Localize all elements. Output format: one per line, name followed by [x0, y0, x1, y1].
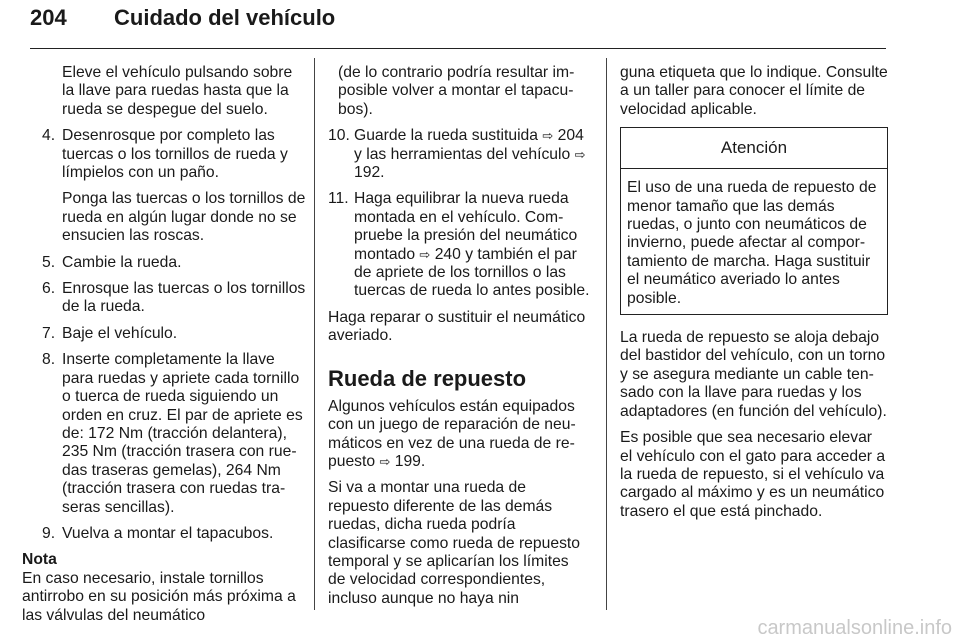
page-ref-icon: ⇨: [542, 128, 554, 144]
column-divider-2: [606, 58, 607, 610]
warning-box: [620, 127, 888, 315]
step-text: Guarde la rueda sustituida: [354, 127, 539, 145]
page-ref-icon: ⇨: [574, 146, 586, 162]
step-3-continued: Eleve el vehículo pulsando sobre la llave para ruedas hasta que la rueda se despegue del suelo.: [62, 64, 293, 118]
spare-paragraph-1: [328, 398, 590, 472]
warning-text: El uso de una rueda de repuesto de menor tamaño que las demás ruedas, o junto con neumáticos de invierno, puede afectar al comportamiento de marcha. Haga sustituir el neumático averiado lo antes posible.: [627, 179, 877, 307]
note-text: En caso necesario, instale tornillos antirrobo en su posición más próxima a las válvulas del neumático: [22, 569, 296, 624]
spare-paragraph-2-continued: guna etiqueta que lo indique. Consulte a un taller para conocer el límite de velocidad aplicable.: [620, 64, 888, 118]
step-11: [328, 190, 590, 300]
step-6: [42, 280, 306, 317]
step-number: 8.: [42, 351, 56, 369]
column-right: [620, 64, 888, 529]
column-divider-1: [314, 58, 315, 610]
page-number: 204: [30, 5, 67, 30]
step-7: [42, 325, 306, 343]
jack-paragraph: Es posible que sea necesario elevar el vehículo con el gato para acceder a la rueda de repuesto, si el vehículo va cargado al máximo y es un neumático trasero el que está pinchado.: [620, 429, 886, 520]
page-ref-icon: ⇨: [419, 246, 431, 262]
repair-paragraph: Haga reparar o sustituir el neumático averiado.: [328, 308, 586, 345]
step-4: [42, 127, 306, 182]
step-number: 6.: [42, 280, 56, 298]
step-text: Haga equilibrar la nueva rueda montada en el vehículo. Compruebe la presión del neumático montado: [354, 190, 578, 263]
page-ref-link[interactable]: 199.: [394, 452, 426, 470]
watermark: carmanualsonline.info: [757, 617, 952, 639]
section-heading: Rueda de repuesto: [328, 365, 527, 391]
step-8-continued: (de lo contrario podría resultar imposible volver a montar el tapacubos).: [338, 64, 575, 118]
step-text: y también el par de apriete de los tornillos o las tuercas de rueda lo antes posible.: [354, 245, 590, 300]
step-10: [328, 127, 590, 182]
spare-location-paragraph: La rueda de repuesto se aloja debajo del bastidor del vehículo, con un torno y se asegura mediante un cable tensado con la llave para ruedas y los adaptadores (en función del vehículo).: [620, 329, 887, 420]
step-text: Cambie la rueda.: [62, 253, 182, 271]
page-ref-icon: ⇨: [379, 453, 391, 469]
step-text: Enrosque las tuercas o los tornillos de la rueda.: [62, 280, 306, 316]
step-text: Inserte completamente la llave para ruedas y apriete cada tornillo o tuerca de rueda siguiendo un orden en cruz. El par de apriete es de: 172 Nm (tracción delantera), 235 Nm (tracción trasera con ruedas traseras gemelas), 264 Nm (tracción trasera con ruedas traseras sencillas).: [62, 351, 303, 516]
page-ref-link[interactable]: 204: [557, 127, 584, 145]
page-ref-link[interactable]: 192.: [354, 164, 385, 182]
note-label: Nota: [22, 551, 57, 569]
page-header: [30, 4, 886, 49]
step-number: 9.: [42, 524, 56, 542]
warning-title: Atención: [621, 128, 887, 169]
step-8: [42, 351, 306, 517]
chapter-title: Cuidado del vehículo: [114, 5, 336, 30]
step-5: [42, 254, 306, 272]
step-number: 10.: [328, 127, 350, 145]
step-text: Baje el vehículo.: [62, 324, 178, 342]
spare-paragraph-2: Si va a montar una rueda de repuesto diferente de las demás ruedas, dicha rueda podría clasificarse como rueda de repuesto temporal y se aplicarían los límites de velocidad correspondientes, incluso aunque no haya nin: [328, 479, 581, 607]
step-4-extra: Ponga las tuercas o los tornillos de rueda en algún lugar donde no se ensucien las roscas.: [62, 190, 306, 245]
step-number: 4.: [42, 127, 56, 145]
page-ref-link[interactable]: 240: [434, 245, 461, 263]
paragraph-text: Algunos vehículos están equipados con un juego de reparación de neumáticos en vez de una rueda de repuesto: [328, 397, 576, 470]
step-number: 11.: [328, 190, 349, 208]
note-block: [22, 551, 306, 625]
step-number: 7.: [42, 324, 56, 342]
step-text: Desenrosque por completo las tuercas o los tornillos de rueda y límpielos con un paño.: [62, 127, 288, 182]
step-text: y las herramientas del vehículo: [354, 145, 571, 163]
column-middle: [328, 64, 590, 616]
step-number: 5.: [42, 253, 56, 271]
step-9: [42, 525, 306, 543]
step-text: Vuelva a montar el tapacubos.: [62, 524, 274, 542]
column-left: [22, 64, 306, 625]
